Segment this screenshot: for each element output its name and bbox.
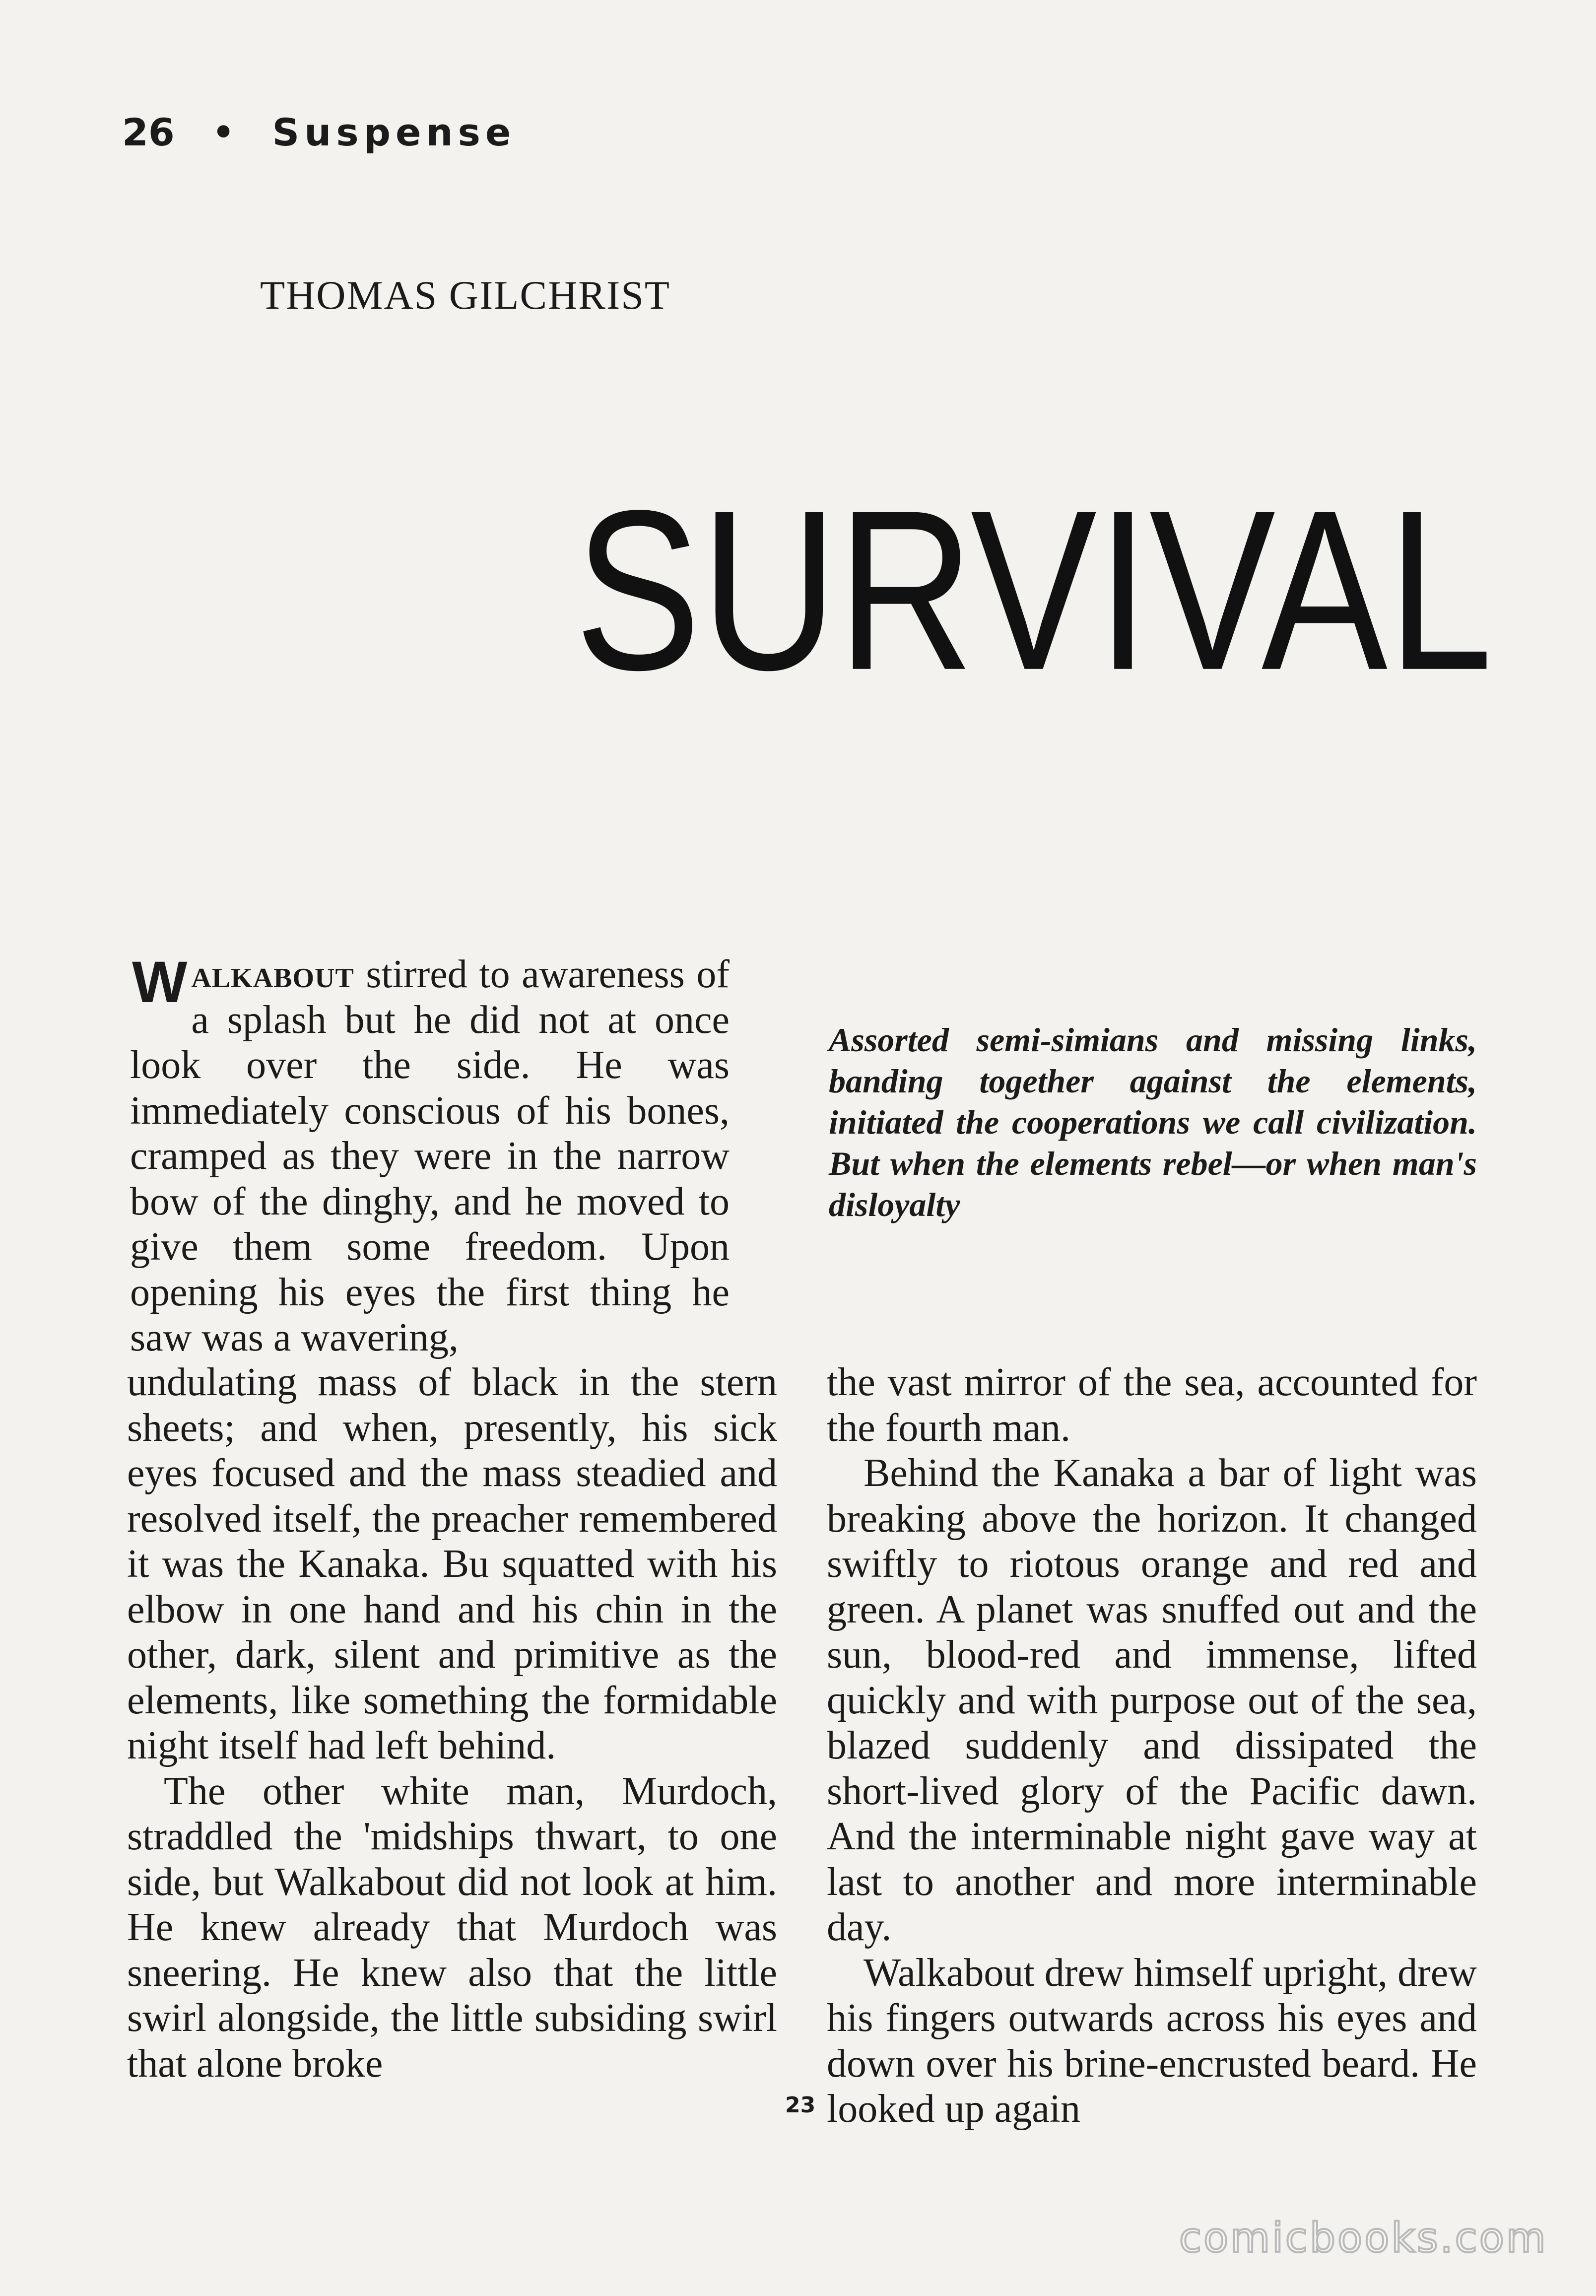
author-name: THOMAS GILCHRIST — [260, 272, 670, 318]
paragraph-murdoch: The other white man, Murdoch, straddled the 'midships thwart, to one side, but Walkabout did not look at him. He knew already that Murdoch was sneering. He knew also that the little swirl alongside, the little subsiding swirl that alone broke — [127, 1769, 777, 2086]
paragraph-fourth-man: the vast mirror of the sea, accounted for the fourth man. — [827, 1360, 1477, 1450]
paragraph-walkabout-upright: Walkabout drew himself upright, drew his fingers outwards across his eyes and down over his brine-encrusted beard. He looked up again — [827, 1951, 1477, 2131]
column-left-bottom — [127, 1360, 777, 2087]
watermark-logo: comicbooks.com — [1179, 2215, 1548, 2262]
opening-text: stirred to awareness of a splash but he did not at once look over the side. He was immediately conscious of his bones, cramped as they were in the narrow bow of the dinghy, and he moved to give them some freedom. Upon opening his eyes the first thing he saw was a wavering, — [130, 952, 730, 1359]
story-title — [575, 449, 1493, 687]
opening-paragraph — [130, 949, 730, 1361]
story-blurb: Assorted semi-simians and missing links, banding together against the elements, initiated the cooperations we call civilization. But when the elements rebel—or when man's disloyalty — [829, 1021, 1477, 1223]
opening-paragraph-continued: undulating mass of black in the stern sheets; and when, presently, his sick eyes focused and the mass steadied and resolved itself, the preacher remembered it was the Kanaka. Bu squatted with his elbow in one hand and his chin in the other, dark, silent and primitive as the elements, like something the formidable night itself had left behind. — [127, 1360, 777, 1767]
header-bullet: • — [212, 112, 240, 153]
column-right — [827, 1360, 1477, 2132]
running-header — [122, 110, 516, 154]
footer-page-number: 23 — [785, 2093, 816, 2118]
header-page-number: 26 — [122, 110, 175, 154]
drop-cap: W — [132, 949, 188, 1015]
lead-word: alkabout — [191, 952, 354, 996]
column-left-top — [130, 949, 730, 1361]
paragraph-dawn: Behind the Kanaka a bar of light was breaking above the horizon. It changed swiftly to riotous orange and red and green. A planet was snuffed out and the sun, blood-red and immense, lifted quickly and with purpose out of the sea, blazed suddenly and dissipated the short-lived glory of the Pacific dawn. And the interminable night gave way at last to another and more interminable day. — [827, 1451, 1477, 1949]
story-title-text: SURVIVAL — [575, 462, 1493, 687]
header-magazine-name: Suspense — [272, 110, 516, 154]
